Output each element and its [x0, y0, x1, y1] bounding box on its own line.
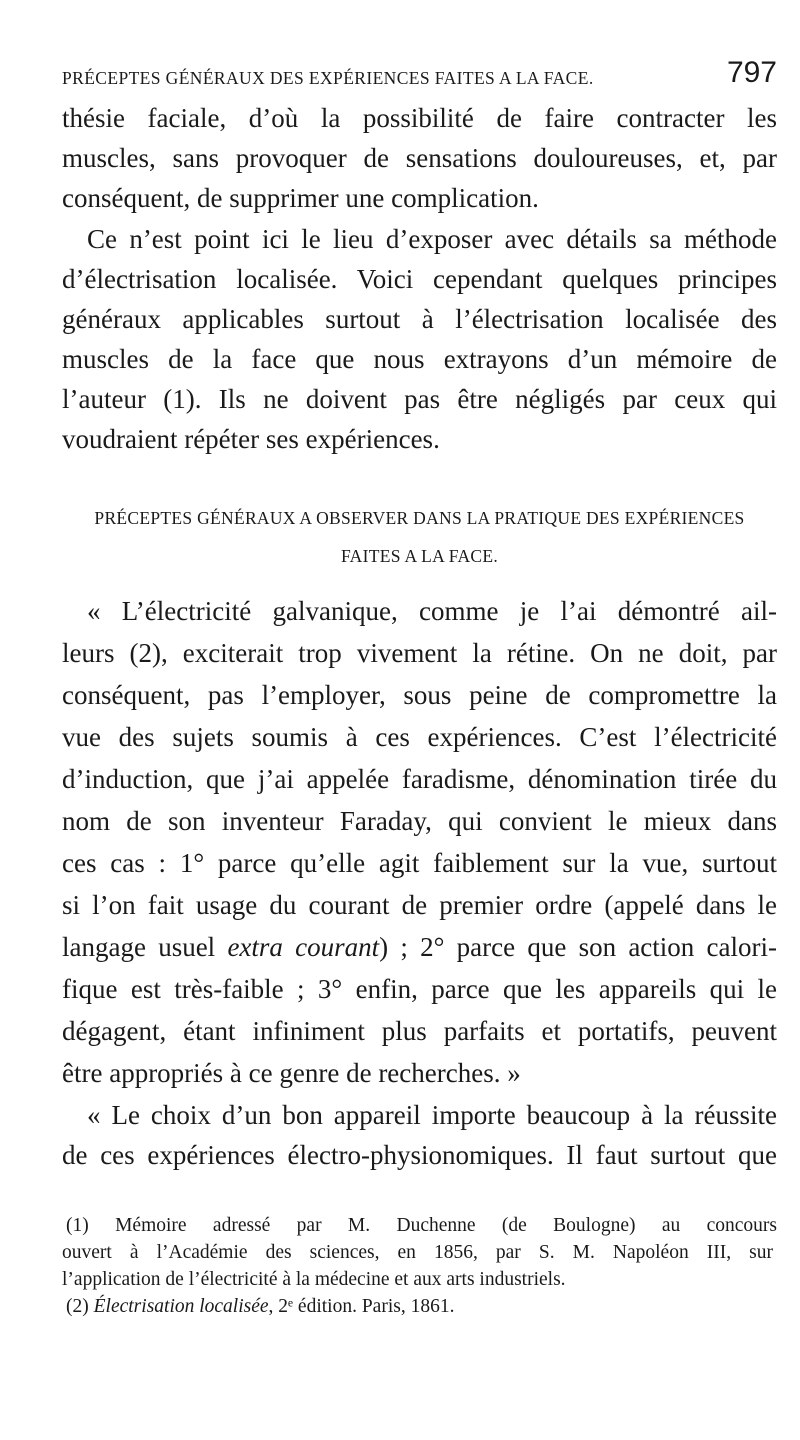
text-line: nom de son inventeur Faraday, qui convient le mieux dans	[62, 806, 777, 836]
text-line: de ces expériences électro-physionomiques. Il faut surtout que	[62, 1140, 777, 1170]
text-line: thésie faciale, d’où la possibilité de faire contracter les	[62, 103, 777, 133]
text-line: conséquent, de supprimer une complication.	[62, 183, 539, 213]
footnote-2-suffix: , 2ᵉ édition. Paris, 1861.	[268, 1296, 455, 1317]
text-line: fique est très-faible ; 3° enfin, parce que les appareils qui le	[62, 974, 777, 1004]
page-number: 797	[726, 56, 777, 89]
text-line: d’électrisation localisée. Voici cependant quelques principes	[62, 264, 777, 294]
text-line: dégagent, étant infiniment plus parfaits et portatifs, peuvent	[62, 1016, 777, 1046]
footnote-2-prefix: (2)	[66, 1296, 94, 1317]
footnote-2-title: Électrisation localisée	[93, 1296, 269, 1317]
footnote-1-line: l’application de l’électricité à la médecine et aux arts industriels.	[62, 1269, 566, 1290]
text-line: conséquent, pas l’employer, sous peine de compromettre la	[62, 680, 777, 710]
italic-term: extra courant	[227, 932, 380, 962]
footnote-1-line: (1) Mémoire adressé par M. Duchenne (de Boulogne) au concours	[66, 1215, 777, 1236]
running-title: PRÉCEPTES GÉNÉRAUX DES EXPÉRIENCES FAITES A LA FACE.	[62, 68, 594, 88]
text-segment: langage usuel	[62, 932, 228, 962]
text-line: d’induction, que j’ai appelée faradisme, dénomination tirée du	[62, 764, 777, 794]
text-line: si l’on fait usage du courant de premier ordre (appelé dans le	[62, 890, 777, 920]
text-line: l’auteur (1). Ils ne doivent pas être négligés par ceux qui	[62, 384, 777, 414]
text-line: leurs (2), exciterait trop vivement la rétine. On ne doit, par	[62, 638, 777, 668]
text-line: « L’électricité galvanique, comme je l’ai démontré ail-	[87, 596, 777, 626]
text-line: muscles, sans provoquer de sensations douloureuses, et, par	[62, 143, 777, 173]
footnote-2	[66, 1294, 454, 1320]
text-line: muscles de la face que nous extrayons d’un mémoire de	[62, 344, 777, 374]
text-line: ces cas : 1° parce qu’elle agit faiblement sur la vue, surtout	[62, 848, 777, 878]
text-line: être appropriés à ce genre de recherches. »	[62, 1058, 521, 1088]
text-line: vue des sujets soumis à ces expériences. C’est l’électricité	[62, 722, 777, 752]
text-segment: ) ; 2° parce que son action calori-	[379, 932, 777, 962]
heading-line-1: PRÉCEPTES GÉNÉRAUX A OBSERVER DANS LA PRATIQUE DES EXPÉRIENCES	[94, 508, 745, 528]
footnote-1-line: ouvert à l’Académie des sciences, en 1856, par S. M. Napoléon III, sur	[62, 1242, 773, 1263]
text-line: voudraient répéter ses expériences.	[62, 424, 440, 454]
text-line: Ce n’est point ici le lieu d’exposer avec détails sa méthode	[87, 224, 777, 254]
text-line: « Le choix d’un bon appareil importe beaucoup à la réussite	[87, 1100, 777, 1130]
text-line: généraux applicables surtout à l’électrisation localisée des	[62, 304, 777, 334]
running-head	[62, 56, 777, 94]
heading-line-2: FAITES A LA FACE.	[340, 546, 499, 566]
text-line-with-italic	[62, 930, 777, 964]
